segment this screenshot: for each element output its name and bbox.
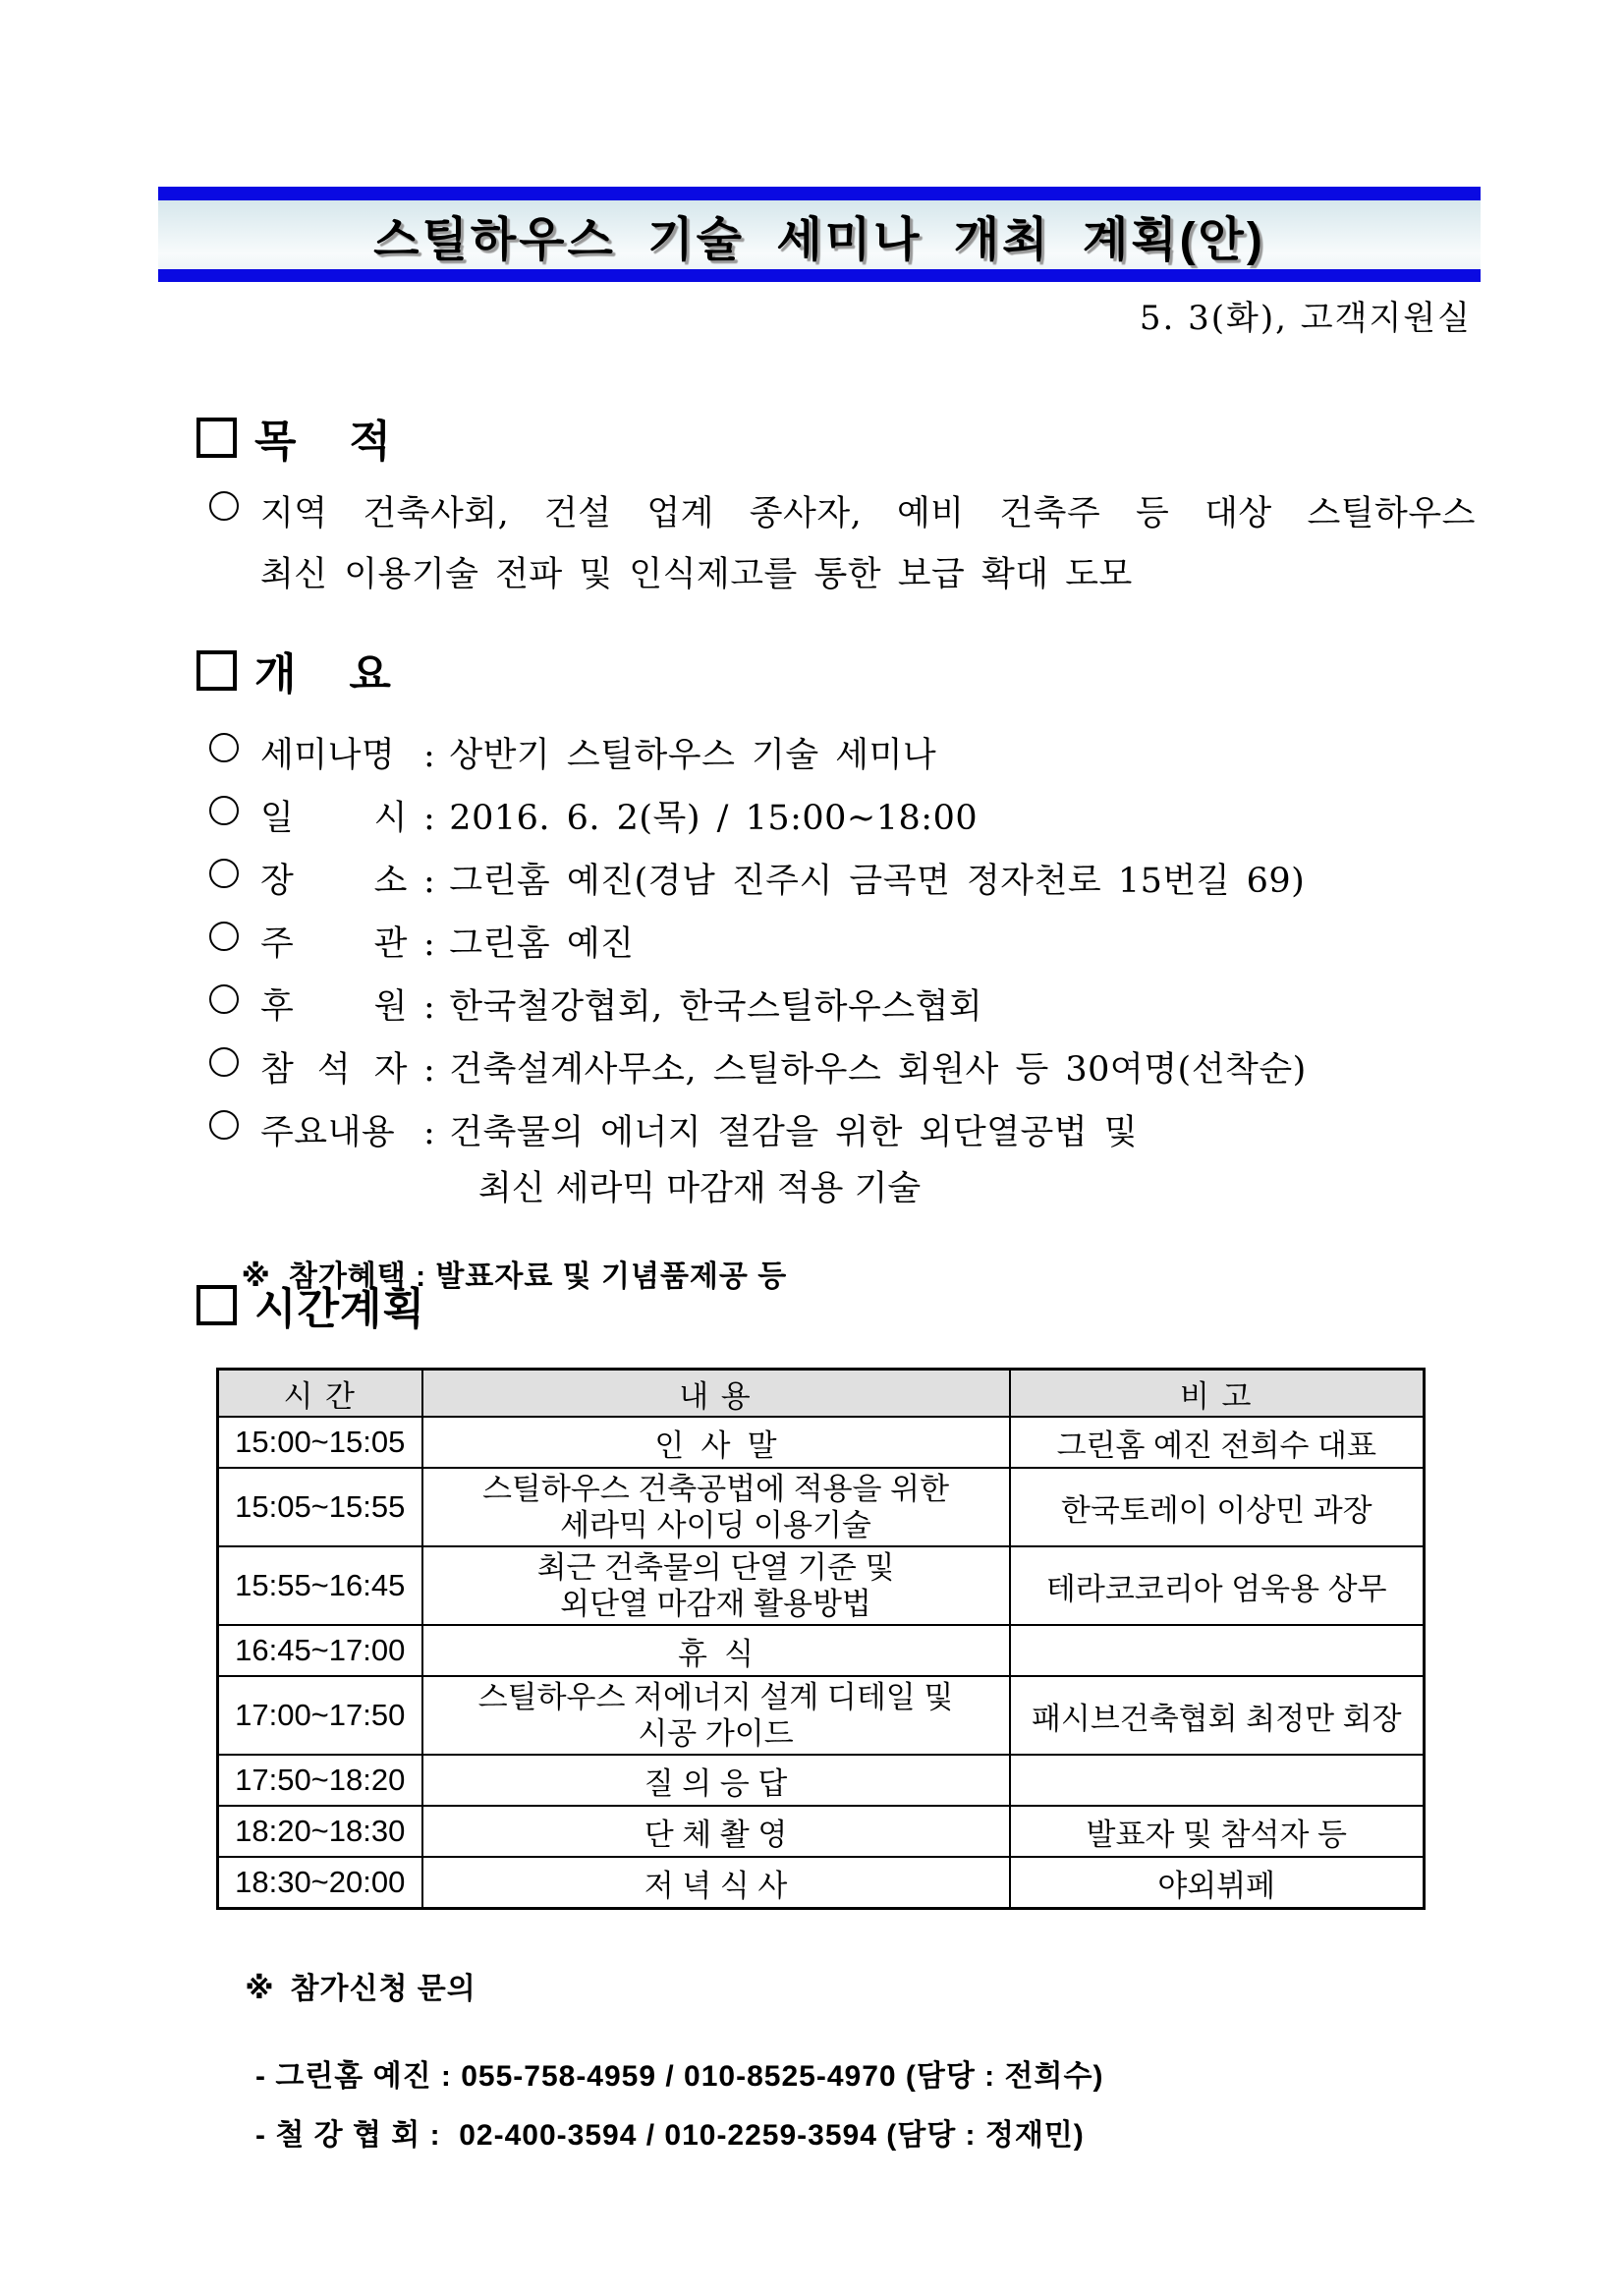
table-row <box>218 1417 1425 1468</box>
overview-item-attendees <box>209 1039 1307 1100</box>
overview-item-value: 한국철강협회, 한국스틸하우스협회 <box>449 987 983 1027</box>
overview-item-seminar-name <box>209 725 936 786</box>
cell-note <box>1010 1755 1425 1806</box>
cell-note: 테라코코리아 엄욱용 상무 <box>1010 1546 1425 1625</box>
table-row <box>218 1755 1425 1806</box>
circle-bullet-icon <box>209 984 239 1014</box>
overview-item-venue <box>209 851 1305 912</box>
overview-main-topics-line2: 최신 세라믹 마감재 적용 기술 <box>478 1169 922 1208</box>
overview-item-label: 주 관 <box>260 924 408 964</box>
col-header-content: 내 용 <box>422 1370 1010 1418</box>
overview-item-label: 참 석 자 <box>260 1050 408 1090</box>
overview-item-sponsor <box>209 977 982 1037</box>
colon-separator: : <box>423 736 436 775</box>
cell-content-line2: 외단열 마감재 활용방법 <box>560 1587 871 1621</box>
purpose-text-line1: 지역 건축사회, 건설 업계 종사자, 예비 건축주 등 대상 스틸하우스 <box>260 494 1476 533</box>
title-banner <box>158 187 1481 282</box>
cell-time: 16:45~17:00 <box>218 1625 422 1676</box>
section-heading-schedule-label: 시간계획 <box>254 1285 426 1333</box>
cell-content-line1: 최근 건축물의 단열 기준 및 <box>536 1550 895 1585</box>
overview-item-value: 상반기 스틸하우스 기술 세미나 <box>449 736 937 775</box>
table-row <box>218 1676 1425 1755</box>
cell-content: 질 의 응 답 <box>422 1755 1010 1806</box>
contact-heading-text: 참가신청 문의 <box>290 1973 476 2005</box>
table-row <box>218 1625 1425 1676</box>
cell-note: 패시브건축협회 최정만 회장 <box>1010 1676 1425 1755</box>
cell-content <box>422 1676 1010 1755</box>
colon-separator: : <box>423 862 436 901</box>
overview-item-datetime <box>209 788 978 849</box>
colon-separator: : <box>423 987 436 1027</box>
cell-content-line1: 스틸하우스 건축공법에 적용을 위한 <box>481 1472 950 1506</box>
contact-section <box>208 1931 1103 2158</box>
overview-item-value: 건축물의 에너지 절감을 위한 외단열공법 및 <box>449 1113 1139 1152</box>
banner-top-bar <box>158 187 1481 200</box>
overview-item-value: 건축설계사무소, 스틸하우스 회원사 등 30여명(선착순) <box>449 1050 1307 1090</box>
table-row <box>218 1857 1425 1909</box>
cell-time: 17:50~18:20 <box>218 1755 422 1806</box>
overview-item-value: 그린홈 예진 <box>449 924 635 964</box>
cell-content: 휴 식 <box>422 1625 1010 1676</box>
circle-bullet-icon <box>209 1110 239 1140</box>
purpose-bullet-item <box>209 483 1476 605</box>
cell-content-line2: 시공 가이드 <box>638 1716 794 1751</box>
reference-mark-icon: ※ <box>245 1973 275 2005</box>
colon-separator: : <box>423 1113 436 1152</box>
table-row <box>218 1468 1425 1546</box>
square-bullet-icon <box>196 418 237 458</box>
section-heading-purpose <box>196 406 392 469</box>
contact-line-steel-association: - 철 강 협 회 : 02-400-3594 / 010-2259-3594 (담당 : 정재민) <box>255 2119 1085 2152</box>
contact-heading <box>208 1931 1103 2041</box>
circle-bullet-icon <box>209 922 239 951</box>
cell-time: 18:30~20:00 <box>218 1857 422 1909</box>
cell-time: 18:20~18:30 <box>218 1806 422 1857</box>
reference-mark-icon: ※ <box>241 1260 271 1293</box>
overview-item-value: 그린홈 예진(경남 진주시 금곡면 정자천로 15번길 69) <box>449 862 1306 901</box>
colon-separator: : <box>423 1050 436 1090</box>
cell-content: 저 녁 식 사 <box>422 1857 1010 1909</box>
schedule-table <box>216 1368 1426 1910</box>
circle-bullet-icon <box>209 796 239 825</box>
overview-item-label: 주요내용 <box>260 1113 396 1152</box>
circle-bullet-icon <box>209 733 239 762</box>
colon-separator: : <box>423 924 436 964</box>
table-row <box>218 1806 1425 1857</box>
banner-background <box>158 200 1481 269</box>
overview-item-main-topics <box>209 1102 1138 1163</box>
cell-note: 그린홈 예진 전희수 대표 <box>1010 1417 1425 1468</box>
table-header-row <box>218 1370 1425 1418</box>
cell-content: 단 체 촬 영 <box>422 1806 1010 1857</box>
section-heading-overview <box>196 639 392 701</box>
section-heading-overview-label: 개 요 <box>254 650 392 699</box>
overview-item-value: 2016. 6. 2(목) / 15:00~18:00 <box>449 799 979 838</box>
circle-bullet-icon <box>209 491 239 521</box>
benefit-note-text: 참가혜택 : 발표자료 및 기념품제공 등 <box>288 1260 788 1293</box>
purpose-text <box>260 483 1476 605</box>
col-header-note: 비 고 <box>1010 1370 1425 1418</box>
cell-note: 야외뷔페 <box>1010 1857 1425 1909</box>
cell-time: 15:05~15:55 <box>218 1468 422 1546</box>
cell-time: 15:55~16:45 <box>218 1546 422 1625</box>
cell-content <box>422 1546 1010 1625</box>
cell-time: 17:00~17:50 <box>218 1676 422 1755</box>
date-department-line: 5. 3(화), 고객지원실 <box>1139 299 1472 338</box>
col-header-time: 시 간 <box>218 1370 422 1418</box>
section-heading-purpose-label: 목 적 <box>254 418 392 466</box>
section-heading-schedule <box>196 1273 425 1336</box>
overview-item-label: 일 시 <box>260 799 408 838</box>
cell-note: 발표자 및 참석자 등 <box>1010 1806 1425 1857</box>
cell-content: 인 사 말 <box>422 1417 1010 1468</box>
colon-separator: : <box>423 799 436 838</box>
document-title: 스틸하우스 기술 세미나 개최 계획(안) <box>373 213 1265 266</box>
overview-item-label: 후 원 <box>260 987 408 1027</box>
circle-bullet-icon <box>209 859 239 888</box>
cell-content-line1: 스틸하우스 저에너지 설계 디테일 및 <box>477 1680 954 1714</box>
table-row <box>218 1546 1425 1625</box>
cell-time: 15:00~15:05 <box>218 1417 422 1468</box>
cell-content <box>422 1468 1010 1546</box>
cell-note <box>1010 1625 1425 1676</box>
square-bullet-icon <box>196 1285 237 1325</box>
square-bullet-icon <box>196 650 237 691</box>
overview-item-label: 장 소 <box>260 862 408 901</box>
circle-bullet-icon <box>209 1047 239 1077</box>
overview-item-organizer <box>209 914 634 975</box>
cell-content-line2: 세라믹 사이딩 이용기술 <box>560 1508 871 1542</box>
overview-item-label: 세미나명 <box>260 736 396 775</box>
banner-bottom-bar <box>158 269 1481 282</box>
contact-line-greenhome: - 그린홈 예진 : 055-758-4959 / 010-8525-4970 (담당 : 전희수) <box>255 2060 1104 2093</box>
purpose-text-line2: 최신 이용기술 전파 및 인식제고를 통한 보급 확대 도모 <box>260 555 1133 594</box>
cell-note: 한국토레이 이상민 과장 <box>1010 1468 1425 1546</box>
